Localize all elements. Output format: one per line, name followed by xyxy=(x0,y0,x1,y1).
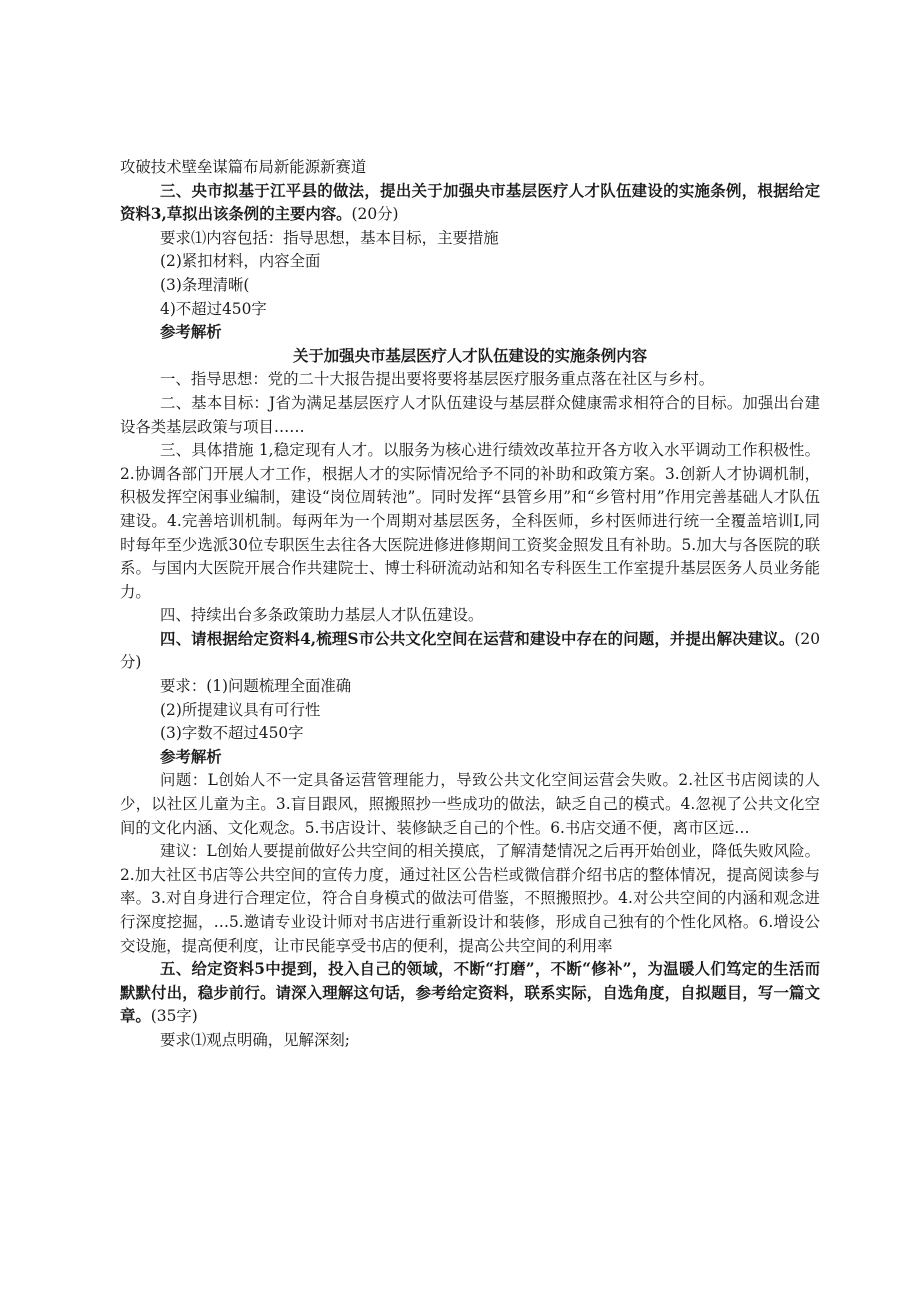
q3-answer-title: 关于加强央市基层医疗人才队伍建设的实施条例内容 xyxy=(293,346,647,365)
q3-requirement-2: (2)紧扣材料，内容全面 xyxy=(160,252,321,271)
q4-requirement-3: (3)字数不超过450字 xyxy=(160,724,304,743)
q4-heading-text: 四、请根据给定资料4,梳理S市公共文化空间在运营和建设中存在的问题，并提出解决建议。 xyxy=(160,629,795,648)
q3-answer-label: 参考解析 xyxy=(160,323,222,342)
q5-heading-text: 五、给定资料5中提到，投入自己的领域，不断“打磨”，不断“修补”，为温暖人们笃定的生活而默默付出，稳步前行。请深入理解这句话，参考给定资料，联系实际，自选角度，自拟题目，写一篇文章。 xyxy=(120,960,820,1026)
q3-paragraph-1: 一、指导思想：党的二十大报告提出要将要将基层医疗服务重点落在社区与乡村。 xyxy=(160,370,715,389)
document-page xyxy=(120,156,820,1053)
q3-paragraph-3: 三、具体措施 1,稳定现有人才。以服务为核心进行绩效改革拉开各方收入水平调动工作积极性。2.协调各部门开展人才工作，根据人才的实际情况给予不同的补助和政策方案。3.创新人才协调机制，积极发挥空闲事业编制，建设“岗位周转池”。同时发挥“县管乡用”和“乡管村用”作用完善基础人才队伍建设。4.完善培训机制。每两年为一个周期对基层医务，全科医师，乡村医师进行统一全覆盖培训I,同时每年至少选派30位专职医生去往各大医院进修进修期间工资奖金照发且有补助。5.加大与各医院的联系。与国内大医院开展合作共建院士、博士科研流动站和知名专科医生工作室提升基层医务人员业务能力。 xyxy=(120,441,820,601)
q4-answer-label: 参考解析 xyxy=(160,747,222,766)
q5-requirement-1: 要求⑴观点明确，见解深刻; xyxy=(160,1030,350,1049)
q3-requirement-3: (3)条理清晰( xyxy=(160,275,250,294)
q4-problems: 问题：L创始人不一定具备运营管理能力，导致公共文化空间运营会失败。2.社区书店阅读的人少，以社区儿童为主。3.盲目跟风，照搬照抄一些成功的做法，缺乏自己的模式。4.忽视了公共文化空间的文化内涵、文化观念。5.书店设计、装修缺乏自己的个性。6.书店交通不便，离市区远… xyxy=(120,771,820,837)
q5-points: (35字) xyxy=(150,1007,198,1026)
intro-line: 攻破技术壁垒谋篇布局新能源新赛道 xyxy=(120,158,367,176)
q3-paragraph-4: 四、持续出台多条政策助力基层人才队伍建设。 xyxy=(160,606,484,625)
q3-heading xyxy=(120,180,820,227)
q3-heading-text: 三、央市拟基于江平县的做法，提出关于加强央市基层医疗人才队伍建设的实施条例，根据给定资料3,草拟出该条例的主要内容。 xyxy=(120,181,820,224)
q4-suggestions: 建议：L创始人要提前做好公共空间的相关摸底，了解清楚情况之后再开始创业，降低失败风险。2.加大社区书店等公共空间的宣传力度，通过社区公告栏或微信群介绍书店的整体情况，提高阅读参与率。3.对自身进行合理定位，符合自身模式的做法可借鉴，不照搬照抄。4.对公共空间的内涵和观念进行深度挖掘，…5.邀请专业设计师对书店进行重新设计和装修，形成自己独有的个性化风格。6.增设公交设施，提高便利度，让市民能享受书店的便利，提高公共空间的利用率 xyxy=(120,842,820,955)
q5-heading xyxy=(120,958,820,1029)
q4-requirement-2: (2)所提建议具有可行性 xyxy=(160,700,321,719)
q3-points: (20分) xyxy=(351,205,399,224)
q3-requirement-4: 4)不超过450字 xyxy=(160,299,267,318)
q4-heading xyxy=(120,628,820,675)
q4-requirement-1: 要求：(1)问题梳理全面准确 xyxy=(160,677,352,696)
q3-paragraph-2: 二、基本目标：J省为满足基层医疗人才队伍建设与基层群众健康需求相符合的目标。加强出台建设各类基层政策与项目…… xyxy=(120,393,820,436)
q3-requirement-1: 要求⑴内容包括：指导思想，基本目标，主要措施 xyxy=(160,228,499,247)
q4-points: (20分) xyxy=(120,629,820,672)
